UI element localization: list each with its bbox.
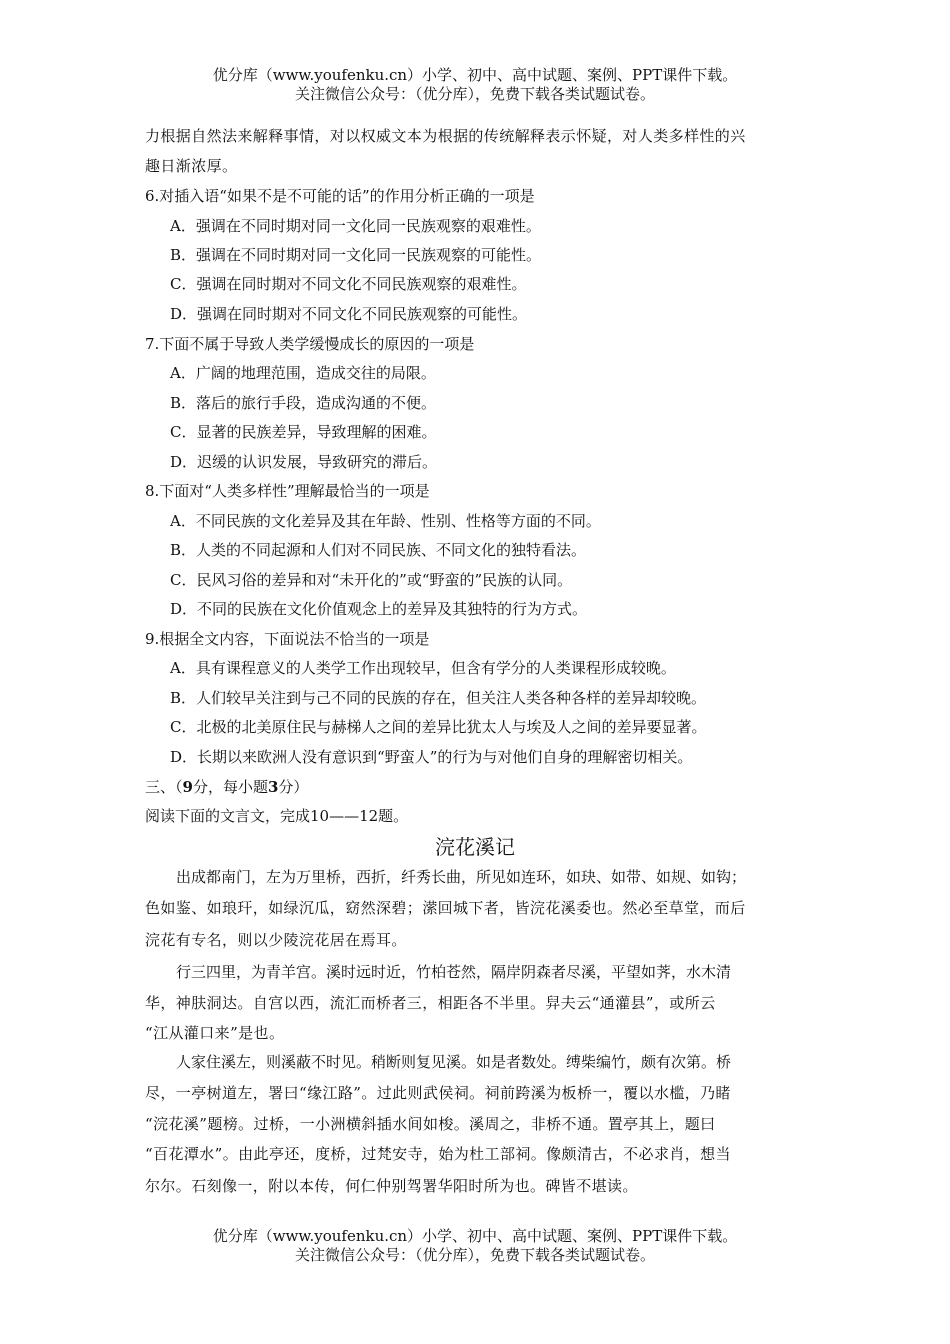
passage-line-4: 行三四里，为青羊宫。溪时远时近，竹柏苍然，隔岸阴森者尽溪，平望如荠，水木清 bbox=[176, 963, 732, 981]
question-8-option-b: B．人类的不同起源和人们对不同民族、不同文化的独特看法。 bbox=[170, 541, 587, 559]
section-3-heading-prefix: 三、（ bbox=[145, 778, 183, 796]
section-3-each-points: 3 bbox=[267, 778, 279, 796]
question-9-option-a: A．具有课程意义的人类学工作出现较早，但含有学分的人类课程形成较晚。 bbox=[170, 659, 676, 677]
footer-line-1: 优分库（www.youfenku.cn）小学、初中、高中试题、案例、PPT课件下载。 bbox=[212, 1227, 738, 1245]
question-6-option-b: B．强调在不同时期对同一文化同一民族观察的可能性。 bbox=[170, 246, 542, 264]
section-3-instruction: 阅读下面的文言文，完成10——12题。 bbox=[145, 807, 409, 825]
question-7-option-c: C．显著的民族差异，导致理解的困难。 bbox=[170, 423, 437, 441]
question-6-stem: 6.对插入语“如果不是不可能的话”的作用分析正确的一项是 bbox=[145, 187, 535, 205]
passage-title: 浣花溪记 bbox=[435, 835, 515, 859]
question-8-option-d: D．不同的民族在文化价值观念上的差异及其独特的行为方式。 bbox=[170, 600, 588, 618]
question-8-stem: 8.下面对“人类多样性”理解最恰当的一项是 bbox=[145, 482, 430, 500]
passage-line-11: 尔尔。石刻像一，附以本传，何仁仲别驾署华阳时所为也。碑皆不堪读。 bbox=[145, 1177, 638, 1195]
question-9-option-b: B．人们较早关注到与己不同的民族的存在，但关注人类各种各样的差异却较晚。 bbox=[170, 689, 707, 707]
passage-line-10: “百花潭水”。由此亭还，度桥，过梵安寺，始为杜工部祠。像颇清古，不必求肖，想当 bbox=[145, 1145, 731, 1163]
passage-line-6: “江从灌口来”是也。 bbox=[145, 1024, 285, 1042]
question-7-option-a: A．广阔的地理范围，造成交往的局限。 bbox=[170, 364, 436, 382]
section-3-heading-suffix: 分） bbox=[278, 778, 309, 796]
question-9-stem: 9.根据全文内容，下面说法不恰当的一项是 bbox=[145, 630, 430, 648]
question-9-option-d: D．长期以来欧洲人没有意识到“野蛮人”的行为与对他们自身的理解密切相关。 bbox=[170, 748, 693, 766]
intro-line-1: 力根据自然法来解释事情，对以权威文本为根据的传统解释表示怀疑，对人类多样性的兴 bbox=[145, 127, 746, 145]
question-8-option-c: C．民风习俗的差异和对“未开化的”或“野蛮的”民族的认同。 bbox=[170, 571, 573, 589]
question-8-option-a: A．不同民族的文化差异及其在年龄、性别、性格等方面的不同。 bbox=[170, 512, 601, 530]
question-7-stem: 7.下面不属于导致人类学缓慢成长的原因的一项是 bbox=[145, 335, 475, 353]
section-3-heading bbox=[145, 777, 308, 797]
section-3-points: 9 bbox=[182, 778, 193, 796]
page-footer bbox=[0, 1227, 950, 1265]
passage-line-8: 尽，一亭树道左，署曰“缘江路”。过此则武侯祠。祠前跨溪为板桥一，覆以水槛，乃睹 bbox=[145, 1084, 731, 1102]
question-7-option-b: B．落后的旅行手段，造成沟通的不便。 bbox=[170, 394, 437, 412]
passage-line-5: 华，神肤洞达。自宫以西，流汇而桥者三，相距各不半里。舁夫云“通灌县”，或所云 bbox=[145, 994, 716, 1012]
question-6-option-c: C．强调在同时期对不同文化不同民族观察的艰难性。 bbox=[170, 275, 527, 293]
question-6-option-a: A．强调在不同时期对同一文化同一民族观察的艰难性。 bbox=[170, 217, 541, 235]
question-9-option-c: C．北极的北美原住民与赫梯人之间的差异比犹太人与埃及人之间的差异要显著。 bbox=[170, 718, 707, 736]
passage-line-9: “浣花溪”题榜。过桥，一小洲横斜插水间如梭。溪周之，非桥不通。置亭其上，题曰 bbox=[145, 1115, 716, 1133]
question-6-option-d: D．强调在同时期对不同文化不同民族观察的可能性。 bbox=[170, 305, 528, 323]
passage-line-3: 浣花有专名，则以少陵浣花居在焉耳。 bbox=[145, 931, 407, 949]
header-line-1: 优分库（www.youfenku.cn）小学、初中、高中试题、案例、PPT课件下载。 bbox=[212, 66, 738, 84]
section-3-heading-mid: 分，每小题 bbox=[192, 778, 268, 796]
footer-line-2: 关注微信公众号：（优分库），免费下载各类试题试卷。 bbox=[294, 1246, 655, 1264]
page-header bbox=[0, 66, 950, 104]
question-7-option-d: D．迟缓的认识发展，导致研究的滞后。 bbox=[170, 453, 438, 471]
header-line-2: 关注微信公众号：（优分库），免费下载各类试题试卷。 bbox=[294, 85, 655, 103]
passage-line-1: 出成都南门，左为万里桥，西折，纤秀长曲，所见如连环，如玦、如带、如规、如钩； bbox=[176, 868, 747, 886]
intro-line-2: 趣日渐浓厚。 bbox=[145, 157, 238, 175]
passage-line-2: 色如鉴、如琅玕，如绿沉瓜，窈然深碧；潆回城下者，皆浣花溪委也。然必至草堂，而后 bbox=[145, 899, 746, 917]
passage-line-7: 人家住溪左，则溪蔽不时见。稍断则复见溪。如是者数处。缚柴编竹，颇有次第。桥 bbox=[176, 1053, 732, 1071]
